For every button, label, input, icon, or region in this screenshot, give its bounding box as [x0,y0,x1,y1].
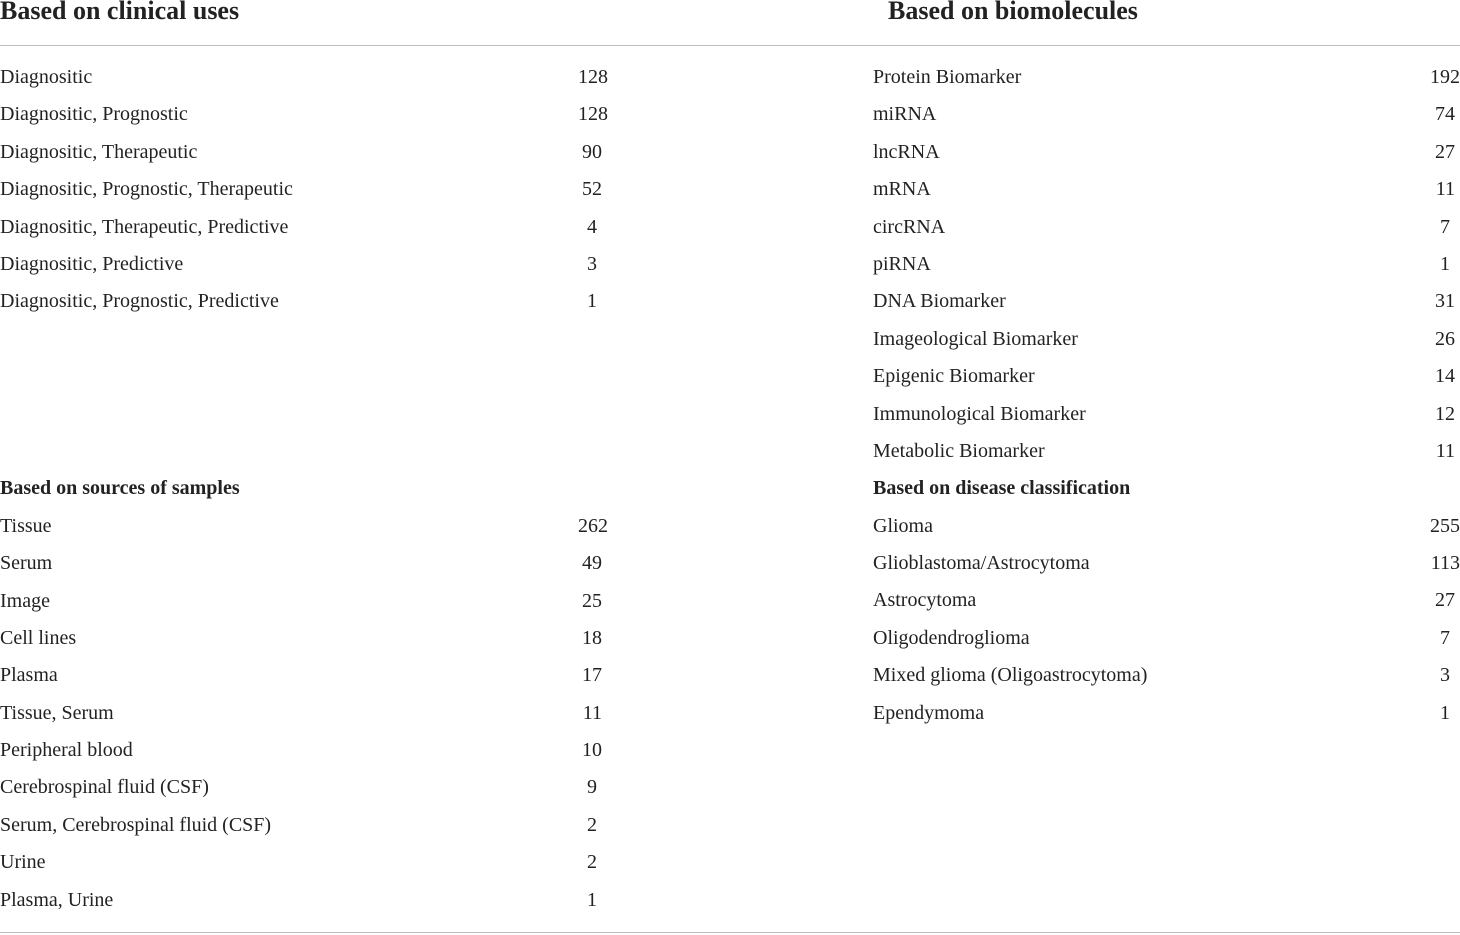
spacer [0,321,620,471]
row-value: 7 [1440,626,1450,649]
row-label: Astrocytoma [873,589,977,612]
row-value: 255 [1430,514,1460,537]
biomolecules-list [873,59,1460,470]
row-label: Plasma [0,664,58,687]
table-row [0,96,620,133]
row-value: 18 [582,626,602,649]
table-row [873,134,1460,171]
row-label: Peripheral blood [0,739,133,762]
row-label: Mixed glioma (Oligoastrocytoma) [873,664,1148,687]
row-label: Urine [0,851,46,874]
table-row [0,844,620,881]
row-label: Glioblastoma/Astrocytoma [873,552,1090,575]
table-row [0,695,620,732]
section-title-disease: Based on disease classification [873,477,1131,500]
row-value: 1 [1440,701,1450,724]
row-value: 11 [1435,178,1455,201]
row-value: 25 [582,589,602,612]
row-value: 14 [1435,365,1455,388]
row-label: Diagnositic [0,66,93,88]
table-row [0,620,620,657]
row-label: Epigenic Biomarker [873,365,1035,388]
row-value: 262 [578,514,608,537]
row-value: 90 [582,140,602,163]
row-label: Immunological Biomarker [873,402,1086,425]
row-label: Cerebrospinal fluid (CSF) [0,776,209,799]
row-value: 27 [1435,140,1455,163]
row-label: Oligodendroglioma [873,626,1030,649]
table-row [0,769,620,806]
table-row [873,209,1460,246]
header-rule [0,45,1460,46]
row-label: Diagnositic, Prognostic [0,103,188,126]
table-row [0,508,620,545]
clinical-uses-list [0,59,620,321]
row-label: Protein Biomarker [873,66,1022,88]
row-label: Glioma [873,514,933,537]
section-title-sources: Based on sources of samples [0,477,240,500]
left-column [0,59,620,919]
table-row [873,246,1460,283]
table-row [873,657,1460,694]
table-row [873,396,1460,433]
row-label: Cell lines [0,626,77,649]
table-row [873,283,1460,320]
table-row [873,59,1460,96]
row-label: Plasma, Urine [0,888,114,911]
table-row [873,171,1460,208]
table-row [873,620,1460,657]
table-row [873,433,1460,470]
row-value: 128 [578,103,608,126]
table-row [0,283,620,320]
row-label: Metabolic Biomarker [873,439,1045,462]
row-value: 31 [1435,290,1455,313]
sources-section [0,470,620,919]
row-label: Serum, Cerebrospinal fluid (CSF) [0,813,272,836]
row-label: Diagnositic, Predictive [0,252,184,275]
table-row [873,508,1460,545]
row-label: DNA Biomarker [873,290,1006,313]
row-value: 3 [1440,664,1450,687]
row-value: 9 [587,776,597,799]
row-label: mRNA [873,178,931,201]
row-label: Diagnositic, Prognostic, Therapeutic [0,178,293,201]
row-value: 2 [587,813,597,836]
table-row [873,321,1460,358]
row-value: 12 [1435,402,1455,425]
row-value: 192 [1430,66,1460,88]
table-row [0,807,620,844]
header-biomolecules: Based on biomolecules [888,0,1138,25]
row-value: 2 [587,851,597,874]
table-row [0,657,620,694]
row-value: 52 [582,178,602,201]
section-title-row [873,470,1460,507]
table-row [0,583,620,620]
row-label: Diagnositic, Therapeutic [0,140,198,163]
table-row [0,882,620,919]
row-value: 49 [582,552,602,575]
row-label: piRNA [873,252,931,275]
row-value: 128 [578,66,608,88]
row-label: Image [0,589,50,612]
row-value: 10 [582,739,602,762]
row-label: lncRNA [873,140,940,163]
section-title-row [0,470,620,507]
disease-section [873,470,1460,732]
row-label: Tissue, Serum [0,701,114,724]
table-row [0,171,620,208]
header-clinical-uses: Based on clinical uses [0,0,240,25]
row-value: 26 [1435,327,1455,350]
table-row [873,96,1460,133]
row-value: 4 [587,215,597,238]
right-column [873,59,1460,732]
row-label: Ependymoma [873,701,985,724]
table-row [0,545,620,582]
row-value: 1 [587,888,597,911]
table-row [0,59,620,96]
table-row [873,358,1460,395]
row-value: 3 [587,252,597,275]
table-row [873,545,1460,582]
row-value: 1 [587,290,597,313]
row-value: 74 [1435,103,1455,126]
row-value: 17 [582,664,602,687]
row-value: 11 [1435,439,1455,462]
row-label: miRNA [873,103,937,126]
row-label: Serum [0,552,53,575]
row-value: 11 [582,701,602,724]
row-value: 7 [1440,215,1450,238]
table-row [0,209,620,246]
table-row [0,732,620,769]
row-label: Diagnositic, Prognostic, Predictive [0,290,279,313]
row-value: 113 [1430,552,1460,575]
table-row [873,582,1460,619]
footer-rule [0,932,1460,933]
table-row [0,134,620,171]
row-label: Tissue [0,514,52,537]
row-value: 27 [1435,589,1455,612]
row-value: 1 [1440,252,1450,275]
row-label: circRNA [873,215,946,238]
table-row [873,695,1460,732]
row-label: Diagnositic, Therapeutic, Predictive [0,215,289,238]
row-label: Imageological Biomarker [873,327,1078,350]
table-row [0,246,620,283]
